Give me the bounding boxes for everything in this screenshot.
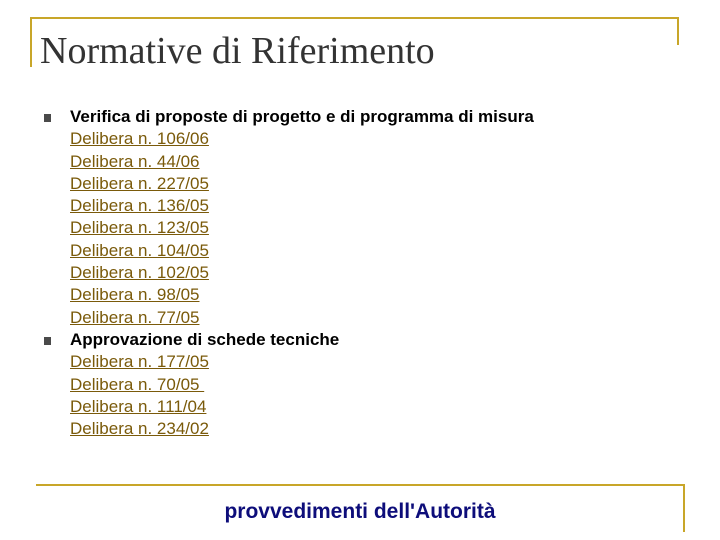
delibera-link[interactable]: Delibera n. 111/04 bbox=[70, 396, 207, 416]
bullet-heading: Verifica di proposte di progetto e di programma di misura bbox=[70, 107, 534, 126]
delibera-link[interactable]: Delibera n. 234/02 bbox=[70, 419, 209, 439]
bullet-group-approvazione bbox=[40, 329, 690, 440]
page-title: Normative di Riferimento bbox=[40, 30, 435, 72]
delibera-link[interactable]: Delibera n. 106/06 bbox=[70, 129, 209, 149]
decorative-right-line bbox=[677, 17, 679, 45]
delibera-link[interactable]: Delibera n. 77/05 bbox=[70, 307, 200, 327]
delibera-link[interactable]: Delibera n. 44/06 bbox=[70, 151, 200, 171]
delibera-link[interactable]: Delibera n. 123/05 bbox=[70, 218, 209, 238]
decorative-top-line bbox=[30, 17, 678, 19]
delibera-link[interactable]: Delibera n. 70/05 bbox=[70, 374, 205, 394]
delibera-link[interactable]: Delibera n. 104/05 bbox=[70, 240, 209, 260]
decorative-bottom-line bbox=[36, 484, 684, 486]
bullet-group-verifica bbox=[40, 106, 690, 329]
delibera-link[interactable]: Delibera n. 102/05 bbox=[70, 263, 209, 283]
bullet-square-icon bbox=[44, 114, 51, 122]
footer-caption: provvedimenti dell'Autorità bbox=[224, 500, 496, 523]
bullet-list bbox=[40, 106, 690, 440]
delibera-link[interactable]: Delibera n. 177/05 bbox=[70, 352, 209, 372]
delibera-link[interactable]: Delibera n. 98/05 bbox=[70, 285, 200, 305]
decorative-left-line bbox=[30, 17, 32, 67]
delibera-link[interactable]: Delibera n. 227/05 bbox=[70, 173, 209, 193]
delibera-link[interactable]: Delibera n. 136/05 bbox=[70, 196, 209, 216]
bullet-heading: Approvazione di schede tecniche bbox=[70, 329, 340, 349]
bullet-square-icon bbox=[44, 337, 51, 345]
